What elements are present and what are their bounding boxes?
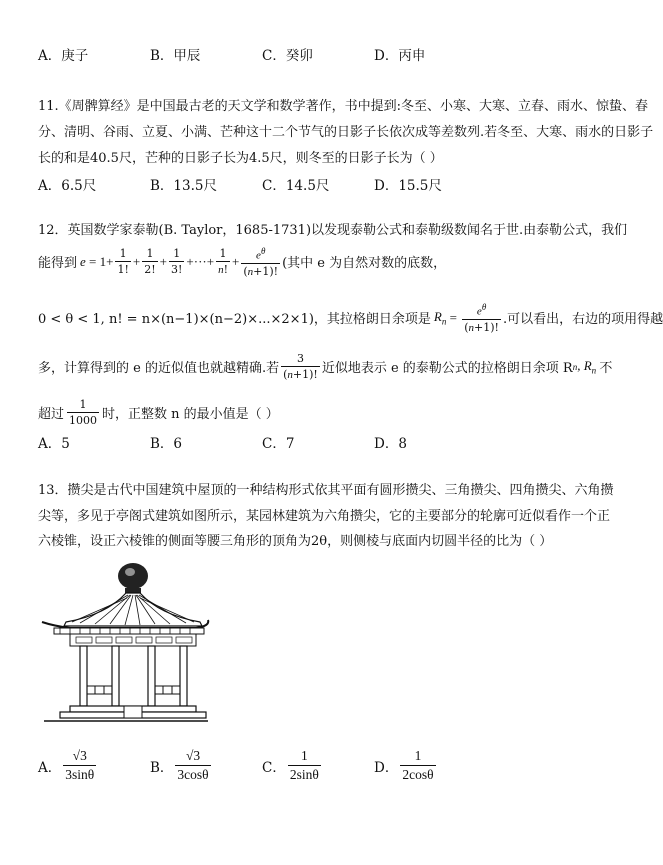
q12-line-5-prefix: 超过	[38, 407, 65, 422]
q12-remainder-line: 0 < θ < 1, n! = n×(n−1)×(n−2)×...×2×1)，其拉格朗日余项是 $R_n$ = $\frac{e^\theta}{(n+1)!}$ .可以看出，右边的项用得越	[38, 302, 663, 334]
q10-option-a[interactable]: A．庚子	[38, 48, 89, 64]
q12-line-3-suffix: .可以看出，右边的项用得越	[502, 312, 663, 328]
q12-line-4-prefix: 多，计算得到的 e 的近似值也就越精确.若	[38, 361, 280, 376]
q13-option-a[interactable]: A． $\frac{√3}{3\sin\theta}$	[38, 748, 95, 782]
q11-line-2: 分、清明、谷雨、立夏、小满、芒种这十二个节气的日影子长依次成等差数列.若冬至、大寒、雨水的日影子	[38, 125, 654, 140]
q12-line-5-suffix: 时，正整数 n 的最小值是（ ）	[102, 407, 279, 422]
q12-line-3-prefix: 0 < θ < 1, n! = n×(n−1)×(n−2)×...×2×1)，其拉格朗日余项是	[38, 312, 431, 328]
pavilion-illustration	[40, 560, 210, 725]
q11-option-a[interactable]: A．6.5尺	[38, 178, 97, 194]
q11-option-d[interactable]: D．15.5尺	[374, 178, 442, 194]
q12-option-d[interactable]: D．8	[374, 436, 407, 452]
q12-line-1: 12．英国数学家泰勒(B. Taylor，1685-1731)以发现泰勒公式和泰勒级数闻名于世.由泰勒公式，我们	[38, 223, 628, 238]
q12-option-c[interactable]: C．7	[262, 436, 295, 452]
q12-line-2-prefix: 能得到	[38, 256, 78, 272]
q10-option-c[interactable]: C．癸卯	[262, 48, 313, 64]
q13-line-2: 尖等，多见于亭阁式建筑如图所示，某园林建筑为六角攒尖，它的主要部分的轮廓可近似看作一个正	[38, 509, 611, 524]
q11-option-b[interactable]: B．13.5尺	[150, 178, 217, 194]
q12-bound-line: 超过 $\frac{1}{1000}$ 时，正整数 n 的最小值是（ ）	[38, 398, 279, 427]
q13-option-c[interactable]: C． $\frac{1}{2\sin\theta}$	[262, 748, 319, 782]
q11-line-1: 11.《周髀算经》是中国最古老的天文学和数学著作，书中提到:冬至、小寒、大寒、立春、雨水、惊蛰、春	[38, 99, 649, 114]
q11-line-3: 长的和是40.5尺，芒种的日影子长为4.5尺，则冬至的日影子长为（ ）	[38, 151, 443, 166]
q12-taylor-formula-line: 能得到 e = 1+ $\frac{1}{1!}$ + $\frac{1}{2!}$ + $\frac{1}{3!}$ +···+ $\frac{1}{n!}$ + $\frac{e^\theta}{(n+1)!}$ (其中 e 为自然对数的底数，	[38, 246, 447, 278]
q13-option-d[interactable]: D． $\frac{1}{2\cos\theta}$	[374, 748, 434, 782]
q12-option-b[interactable]: B．6	[150, 436, 183, 452]
q13-line-1: 13．攒尖是古代中国建筑中屋顶的一种结构形式依其平面有圆形攒尖、三角攒尖、四角攒尖、六角攒	[38, 483, 614, 498]
q12-line-4-suffix: 近似地表示 e 的泰勒公式的拉格朗日余项 R	[321, 361, 573, 376]
q12-line-4-tail: 不	[599, 361, 613, 376]
q11-option-c[interactable]: C．14.5尺	[262, 178, 330, 194]
q12-option-a[interactable]: A．5	[38, 436, 70, 452]
q13-option-b[interactable]: B． $\frac{√3}{3\cos\theta}$	[150, 748, 209, 782]
q13-line-3: 六棱锥，设正六棱锥的侧面等腰三角形的顶角为2θ，则侧棱与底面内切圆半径的比为（ ）	[38, 534, 553, 549]
q12-approx-line: 多，计算得到的 e 的近似值也就越精确.若 $\frac{3}{(n+1)!}$ 近似地表示 e 的泰勒公式的拉格朗日余项 R n , $R_n$ 不	[38, 352, 613, 381]
q10-option-d[interactable]: D．丙申	[374, 48, 426, 64]
q10-option-b[interactable]: B．甲辰	[150, 48, 201, 64]
q12-line-2-suffix: (其中 e 为自然对数的底数，	[282, 256, 447, 272]
